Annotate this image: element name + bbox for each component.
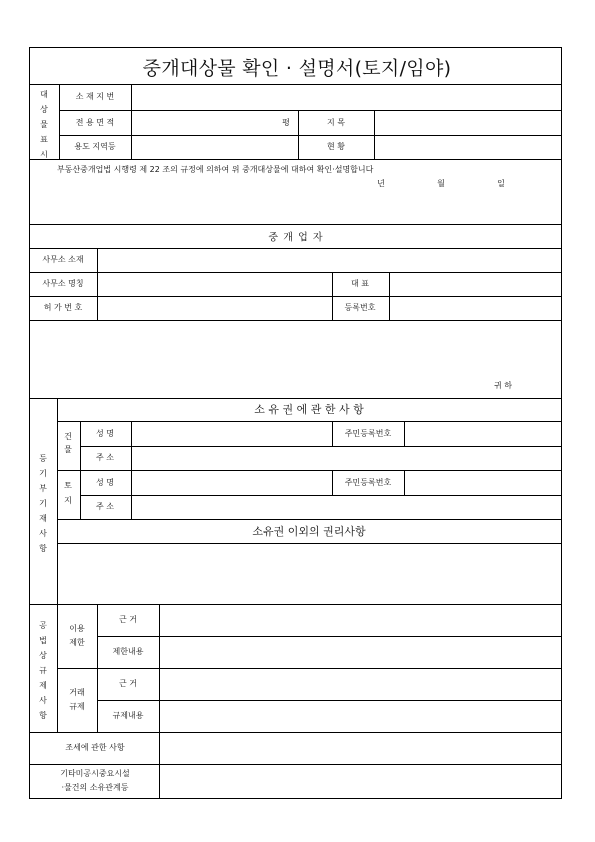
office-name-field[interactable] xyxy=(98,273,331,295)
building-address-label: 주 소 xyxy=(96,453,114,462)
target-side-label: 대 상 물 표 시 xyxy=(40,90,48,159)
land-owner-address-field[interactable] xyxy=(132,496,561,518)
office-location-label: 사무소 소재 xyxy=(42,255,84,264)
zoning-label: 용도 지역등 xyxy=(74,142,116,151)
regulation-content-label: 규제내용 xyxy=(112,711,144,720)
land-resident-number-label: 주민등록번호 xyxy=(344,478,392,487)
divider xyxy=(59,84,60,159)
divider xyxy=(57,519,562,520)
lot-type-label: 지 목 xyxy=(327,118,345,127)
form-title: 중개대상물 확인 · 설명서(토지/임야) xyxy=(142,57,452,80)
tax-label: 조세에 관한 사항 xyxy=(65,743,125,752)
other-rights-field[interactable] xyxy=(58,544,561,603)
land-owner-name-field[interactable] xyxy=(132,471,331,494)
building-owner-address-field[interactable] xyxy=(132,447,561,469)
other-facilities-label-line1: 기타미공시중요시설 xyxy=(60,769,130,778)
license-number-label: 허 가 번 호 xyxy=(43,303,83,312)
land-address-label: 주 소 xyxy=(96,502,114,511)
land-label: 토 지 xyxy=(64,481,72,505)
building-owner-name-field[interactable] xyxy=(132,422,331,445)
area-field[interactable] xyxy=(132,111,282,134)
divider xyxy=(332,272,333,320)
area-label: 전 용 면 적 xyxy=(75,118,115,127)
trade-basis-field[interactable] xyxy=(160,669,561,699)
addressee-label: 귀 하 xyxy=(494,381,512,390)
other-facilities-field[interactable] xyxy=(160,765,561,798)
land-resident-number-field[interactable] xyxy=(405,471,561,494)
representative-field[interactable] xyxy=(390,273,561,295)
use-basis-label: 근 거 xyxy=(119,615,137,624)
date-year-label: 년 xyxy=(377,179,385,188)
status-label: 현 황 xyxy=(327,142,345,151)
divider xyxy=(29,398,562,399)
registration-number-label: 등록번호 xyxy=(344,303,376,312)
divider xyxy=(57,604,58,732)
building-name-label: 성 명 xyxy=(96,429,114,438)
divider xyxy=(298,110,299,159)
broker-header: 중 개 업 자 xyxy=(268,232,324,244)
representative-label: 대 표 xyxy=(351,279,369,288)
building-resident-number-field[interactable] xyxy=(405,422,561,445)
other-facilities-label-line2: ·물건의 소유관계등 xyxy=(61,783,129,792)
zoning-field[interactable] xyxy=(132,136,297,158)
ownership-header: 소 유 권 에 관 한 사 항 xyxy=(254,403,364,416)
lot-type-field[interactable] xyxy=(375,111,561,134)
divider xyxy=(332,421,333,446)
use-limit-label: 이용 제한 xyxy=(69,624,85,647)
statement-text: 부동산중개업법 시행령 제 22 조의 규정에 의하여 위 중개대상물에 대하여 확인·설명합니다 xyxy=(57,165,374,174)
location-label: 소 재 지 번 xyxy=(75,92,115,101)
divider xyxy=(29,320,562,321)
date-month-label: 월 xyxy=(437,179,445,188)
trade-limit-label: 거래 규제 xyxy=(69,688,85,711)
limit-content-label: 제한내용 xyxy=(112,647,144,656)
divider xyxy=(29,224,562,225)
date-day-label: 일 xyxy=(497,179,505,188)
other-rights-header: 소유권 이외의 권리사항 xyxy=(252,525,366,538)
office-name-label: 사무소 명칭 xyxy=(42,279,84,288)
divider xyxy=(80,421,81,519)
license-number-field[interactable] xyxy=(98,297,331,319)
tax-field[interactable] xyxy=(160,733,561,763)
public-law-side-label: 공 법 상 규 제 사 항 xyxy=(39,621,47,720)
divider xyxy=(332,470,333,495)
building-label: 건 물 xyxy=(64,432,72,454)
use-basis-field[interactable] xyxy=(160,605,561,635)
location-field[interactable] xyxy=(132,85,561,109)
office-location-field[interactable] xyxy=(98,249,561,271)
registry-side-label: 등 기 부 기 재 사 항 xyxy=(39,454,47,553)
divider xyxy=(29,159,562,160)
limit-content-field[interactable] xyxy=(160,637,561,667)
building-resident-number-label: 주민등록번호 xyxy=(344,429,392,438)
area-unit: 평 xyxy=(282,118,290,127)
divider xyxy=(97,604,98,732)
regulation-content-field[interactable] xyxy=(160,701,561,731)
trade-basis-label: 근 거 xyxy=(119,679,137,688)
registration-number-field[interactable] xyxy=(390,297,561,319)
status-field[interactable] xyxy=(375,136,561,158)
land-name-label: 성 명 xyxy=(96,478,114,487)
